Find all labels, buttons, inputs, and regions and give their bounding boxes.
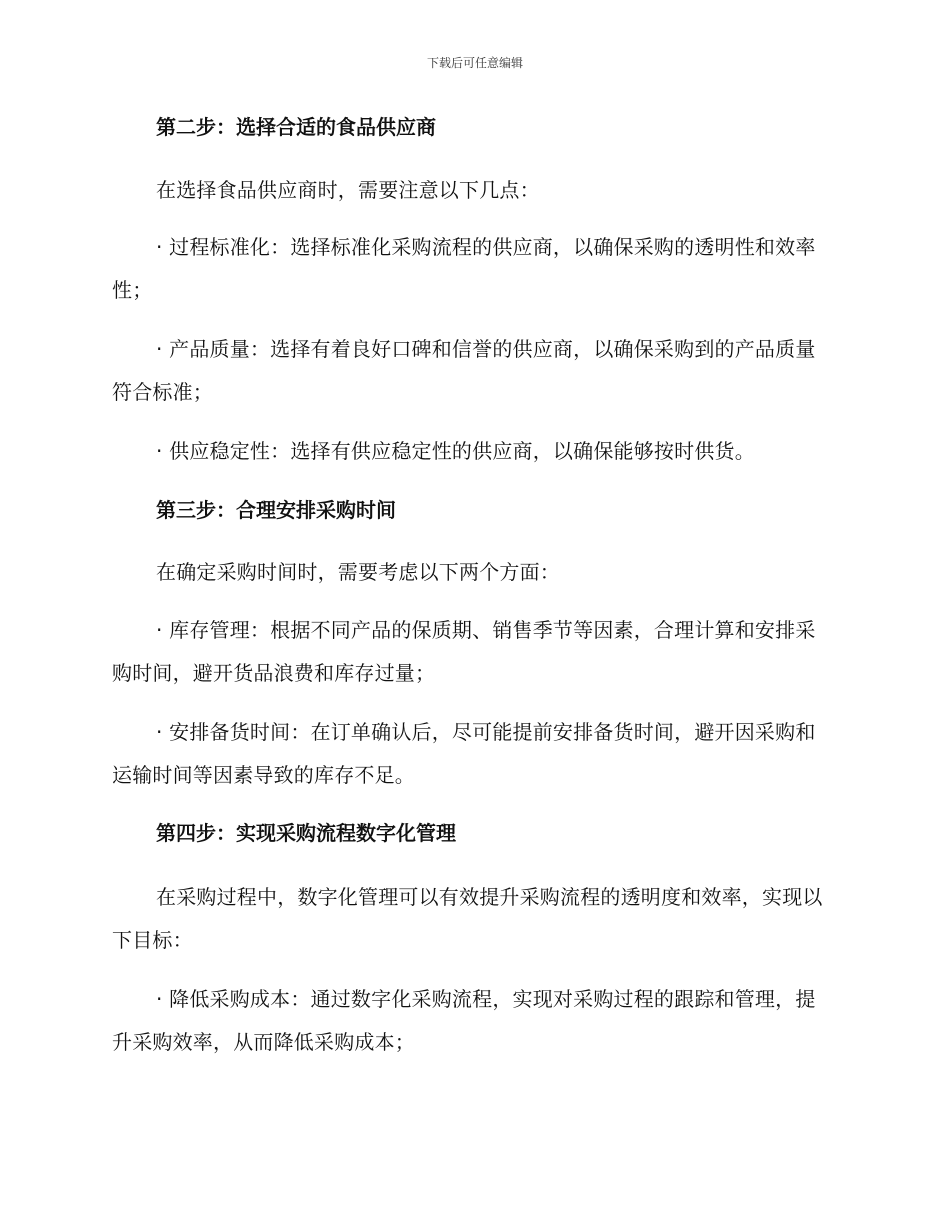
bullet-paragraph: · 安排备货时间：在订单确认后，尽可能提前安排备货时间，避开因采购和运输时间等因素导致的库存不足。 [112,720,816,787]
bullet-paragraph: · 过程标准化：选择标准化采购流程的供应商，以确保采购的透明性和效率性； [112,235,816,302]
section-heading-step4: 第四步：实现采购流程数字化管理 [156,821,456,845]
bullet-paragraph: · 供应稳定性：选择有供应稳定性的供应商，以确保能够按时供货。 [156,439,755,463]
paragraph: 在采购过程中，数字化管理可以有效提升采购流程的透明度和效率，实现以下目标： [112,885,823,952]
section-heading-step3: 第三步：合理安排采购时间 [156,498,396,522]
page-header-note: 下载后可任意编辑 [426,56,523,70]
bullet-paragraph: · 降低采购成本：通过数字化采购流程，实现对采购过程的跟踪和管理，提升采购效率，从而降低采购成本； [112,987,816,1054]
paragraph: 在选择食品供应商时，需要注意以下几点： [156,178,540,202]
bullet-paragraph: · 产品质量：选择有着良好口碑和信誉的供应商，以确保采购到的产品质量符合标准； [112,337,816,404]
document-body [112,112,832,1064]
paragraph: 在确定采购时间时，需要考虑以下两个方面： [156,560,560,584]
bullet-paragraph: · 库存管理：根据不同产品的保质期、销售季节等因素，合理计算和安排采购时间，避开货品浪费和库存过量； [112,618,816,685]
section-heading-step2: 第二步：选择合适的食品供应商 [156,115,436,139]
